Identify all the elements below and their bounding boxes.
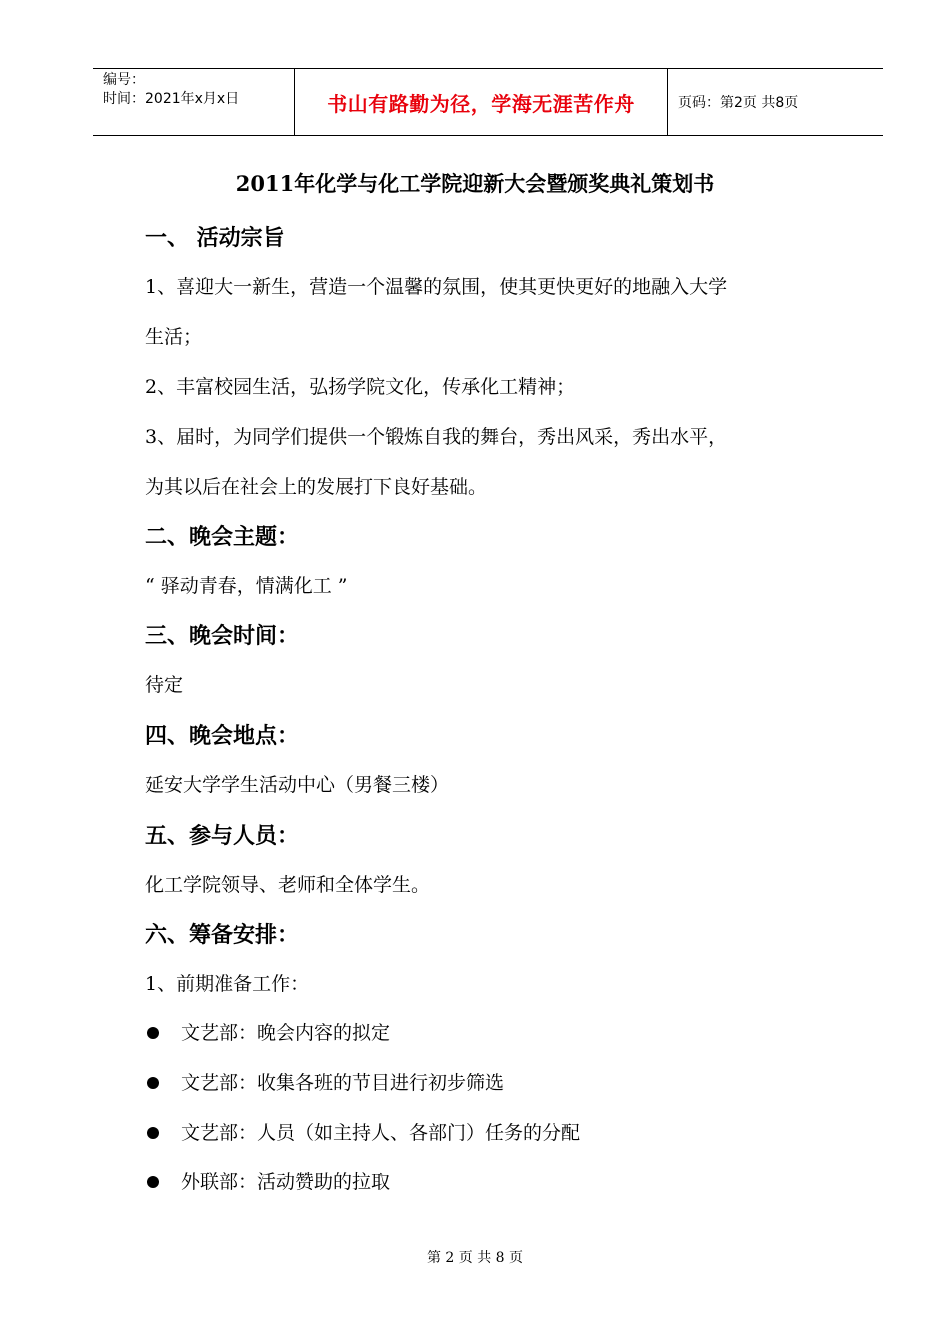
- page-footer: 第 2 页 共 8 页: [426, 1250, 524, 1266]
- section-heading-theme: 二、晚会主题：: [145, 525, 300, 550]
- document-title: 2011年化学与化工学院迎新大会暨颁奖典礼策划书: [235, 171, 715, 196]
- header-meta: [93, 69, 295, 135]
- time-text: 待定: [145, 674, 184, 696]
- section-heading-preparation: 六、筹备安排：: [145, 923, 300, 948]
- bullet-icon: [147, 1127, 159, 1139]
- page-header: [93, 68, 883, 136]
- participants-text: 化工学院领导、老师和全体学生。: [145, 874, 431, 896]
- header-motto: 书山有路勤为径，学海无涯苦作舟: [295, 69, 668, 135]
- section-heading-time: 三、晚会时间：: [145, 624, 300, 649]
- section-heading-participants: 五、参与人员：: [145, 824, 300, 849]
- header-page-number: 页码：第2页 共8页: [678, 95, 799, 111]
- bullet-icon: [147, 1077, 159, 1089]
- preparation-intro: 1、前期准备工作：: [145, 973, 310, 995]
- theme-text: “ 驿动青春，情满化工 ”: [145, 575, 348, 597]
- paragraph-line: 3、届时，为同学们提供一个锻炼自我的舞台，秀出风采，秀出水平，: [145, 426, 728, 448]
- bullet-icon: [147, 1027, 159, 1039]
- list-item: 外联部：活动赞助的拉取: [145, 1167, 390, 1194]
- paragraph-line: 2、丰富校园生活，弘扬学院文化，传承化工精神；: [145, 376, 576, 398]
- paragraph-line: 为其以后在社会上的发展打下良好基础。: [145, 476, 488, 498]
- bullet-icon: [147, 1176, 159, 1188]
- section-heading-purpose: 一、 活动宗旨: [145, 226, 285, 251]
- list-item: 文艺部：收集各班的节目进行初步筛选: [145, 1068, 504, 1095]
- list-item: 文艺部：晚会内容的拟定: [145, 1018, 390, 1045]
- location-text: 延安大学学生活动中心（男餐三楼）: [145, 774, 450, 796]
- section-heading-location: 四、晚会地点：: [145, 724, 300, 749]
- header-time: 时间：2021年x月x日: [103, 91, 240, 107]
- paragraph-line: 生活；: [145, 326, 203, 348]
- header-number: 编号：: [103, 72, 145, 88]
- list-item: 文艺部：人员（如主持人、各部门）任务的分配: [145, 1118, 580, 1145]
- paragraph-line: 1、喜迎大一新生，营造一个温馨的氛围，使其更快更好的地融入大学: [145, 276, 728, 298]
